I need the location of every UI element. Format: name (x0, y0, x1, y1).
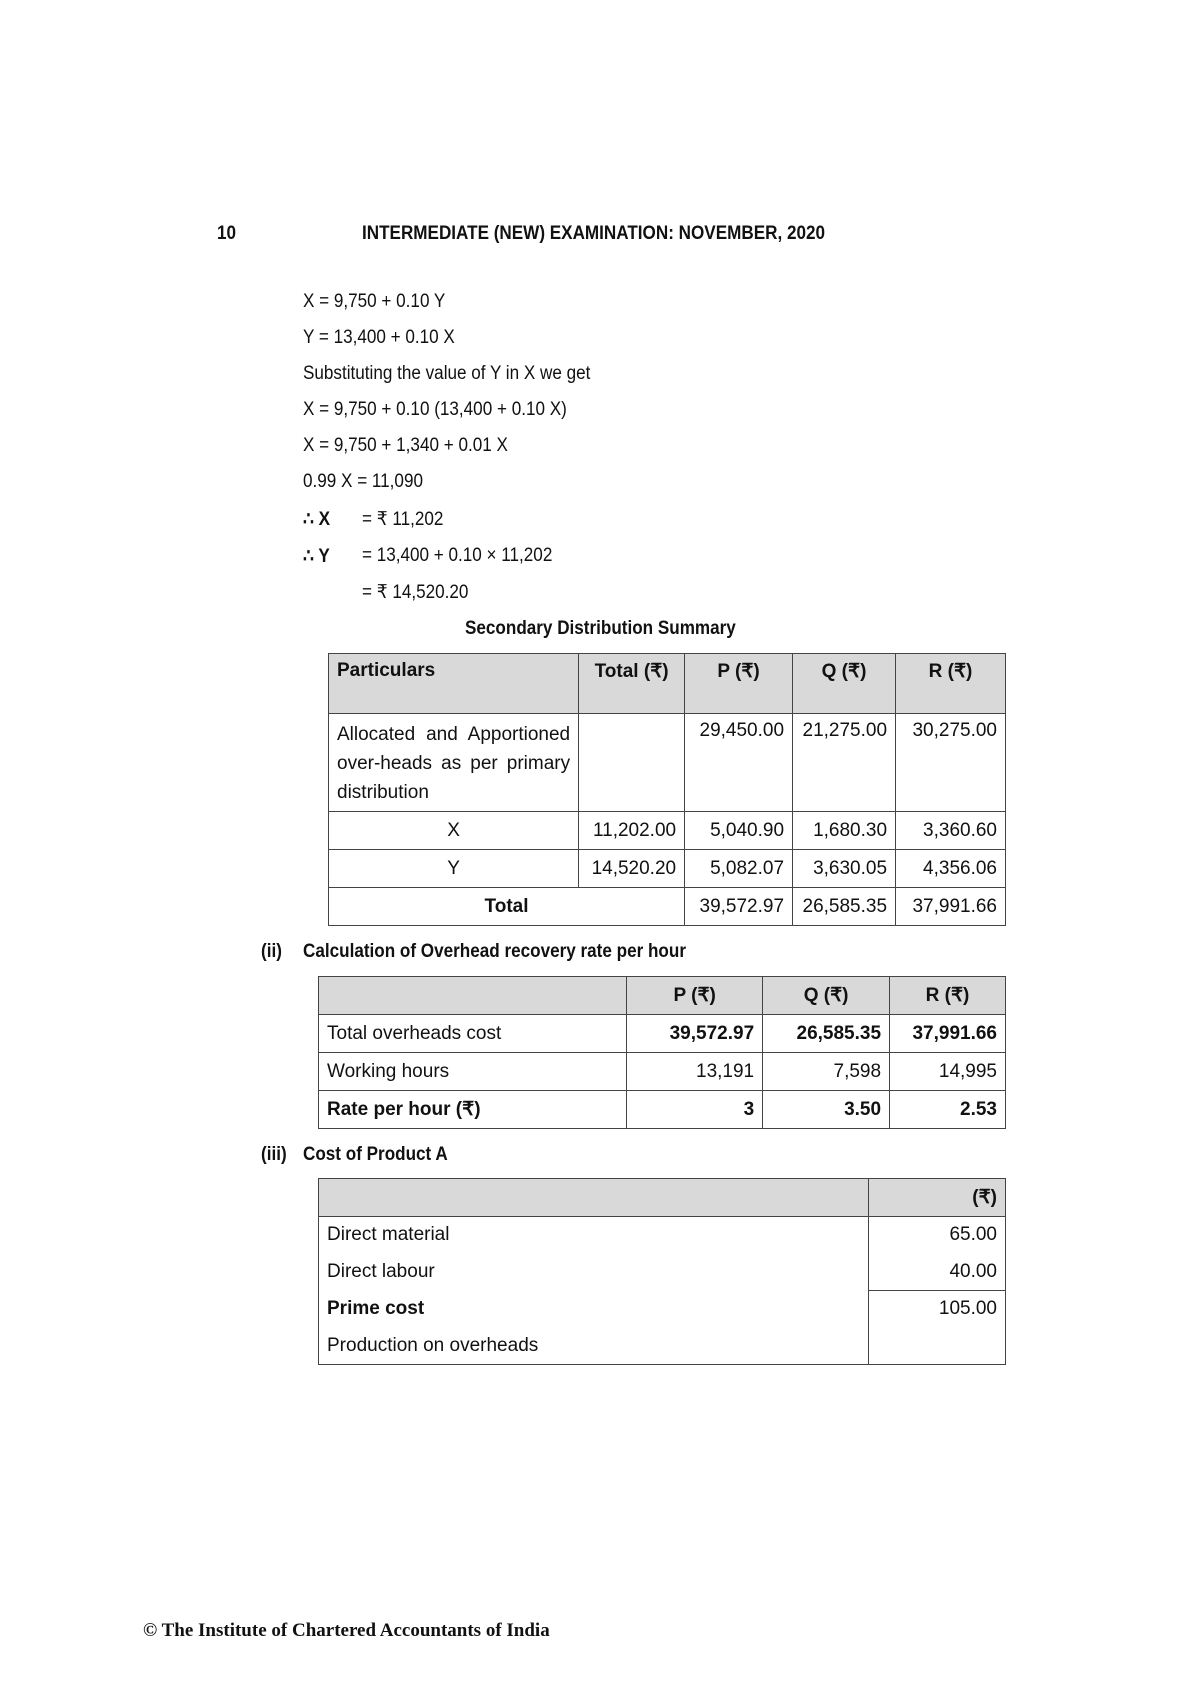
table-row (329, 812, 1006, 850)
cell-q: 26,585.35 (793, 888, 896, 926)
cell-label: Total overheads cost (319, 1015, 627, 1053)
equation-line: X = 9,750 + 0.10 Y (303, 291, 446, 312)
equation-line: X = 9,750 + 0.10 (13,400 + 0.10 X) (303, 399, 567, 420)
cell-r: 3,360.60 (896, 812, 1006, 850)
cell-r: 37,991.66 (896, 888, 1006, 926)
cell-p: 39,572.97 (685, 888, 793, 926)
page-header-title: INTERMEDIATE (NEW) EXAMINATION: NOVEMBER, 2020 (362, 223, 826, 244)
cell-p: 5,040.90 (685, 812, 793, 850)
table-row (319, 1217, 1006, 1254)
cell-particulars: Y (329, 850, 579, 888)
col-header-p: P (₹) (627, 977, 763, 1015)
product-cost-table (318, 1178, 1006, 1365)
page-footer: © The Institute of Chartered Accountants of India (143, 1620, 550, 1641)
cell-r: 30,275.00 (896, 714, 1006, 812)
col-header-currency: (₹) (869, 1179, 1006, 1217)
col-header-total: Total (₹) (579, 654, 685, 714)
cell-q: 3,630.05 (793, 850, 896, 888)
secondary-table-title: Secondary Distribution Summary (465, 618, 736, 639)
cell-q: 7,598 (763, 1053, 890, 1091)
equation-line: Substituting the value of Y in X we get (303, 363, 591, 384)
cell-r: 37,991.66 (890, 1015, 1006, 1053)
cell-value: 65.00 (869, 1217, 1006, 1254)
section-ii-label: (ii) (261, 941, 282, 962)
cell-p: 5,082.07 (685, 850, 793, 888)
cell-q: 3.50 (763, 1091, 890, 1129)
table-header-row (319, 977, 1006, 1015)
cell-total-label: Total (329, 888, 685, 926)
cell-total (579, 714, 685, 812)
cell-label: Direct material (319, 1217, 869, 1254)
table-row (329, 850, 1006, 888)
cell-r: 2.53 (890, 1091, 1006, 1129)
cell-q: 21,275.00 (793, 714, 896, 812)
section-ii-title: Calculation of Overhead recovery rate per hour (303, 941, 686, 962)
table-header-row (329, 654, 1006, 714)
cell-r: 14,995 (890, 1053, 1006, 1091)
cell-p: 3 (627, 1091, 763, 1129)
cell-q: 26,585.35 (763, 1015, 890, 1053)
table-row (319, 1015, 1006, 1053)
cell-total: 14,520.20 (579, 850, 685, 888)
cell-particulars: Allocated and Apportioned over-heads as per primary distribution (329, 714, 579, 812)
table-row (319, 1254, 1006, 1291)
y-final: = ₹ 14,520.20 (362, 582, 469, 603)
cell-value: 105.00 (869, 1291, 1006, 1328)
cell-q: 1,680.30 (793, 812, 896, 850)
col-header-r: R (₹) (896, 654, 1006, 714)
col-header-q: Q (₹) (763, 977, 890, 1015)
section-iii-title: Cost of Product A (303, 1144, 448, 1165)
section-iii-label: (iii) (261, 1144, 287, 1165)
cell-value (869, 1328, 1006, 1365)
table-row (319, 1328, 1006, 1365)
therefore-x: ∴ X (303, 509, 331, 530)
col-header-particulars: Particulars (329, 654, 579, 714)
equation-line: Y = 13,400 + 0.10 X (303, 327, 455, 348)
table-row (319, 1291, 1006, 1328)
cell-label: Rate per hour (₹) (319, 1091, 627, 1129)
col-header-p: P (₹) (685, 654, 793, 714)
cell-label: Production on overheads (319, 1328, 869, 1365)
col-header-r: R (₹) (890, 977, 1006, 1015)
table-total-row (329, 888, 1006, 926)
table-row (319, 1053, 1006, 1091)
secondary-distribution-table (328, 653, 1006, 926)
cell-label: Prime cost (319, 1291, 869, 1328)
col-header-q: Q (₹) (793, 654, 896, 714)
cell-particulars: X (329, 812, 579, 850)
overhead-rate-table (318, 976, 1006, 1129)
cell-p: 29,450.00 (685, 714, 793, 812)
cell-r: 4,356.06 (896, 850, 1006, 888)
cell-total: 11,202.00 (579, 812, 685, 850)
equation-line: 0.99 X = 11,090 (303, 471, 423, 492)
cell-label: Direct labour (319, 1254, 869, 1291)
x-value: = ₹ 11,202 (362, 509, 444, 530)
page-number: 10 (217, 223, 237, 244)
cell-label: Working hours (319, 1053, 627, 1091)
table-row (319, 1091, 1006, 1129)
cell-value: 40.00 (869, 1254, 1006, 1291)
therefore-y: ∴ Y (303, 546, 330, 567)
equation-line: X = 9,750 + 1,340 + 0.01 X (303, 435, 508, 456)
table-header-row (319, 1179, 1006, 1217)
table-row (329, 714, 1006, 812)
cell-p: 39,572.97 (627, 1015, 763, 1053)
col-header-blank (319, 977, 627, 1015)
col-header-blank (319, 1179, 869, 1217)
y-value: = 13,400 + 0.10 × 11,202 (362, 545, 553, 566)
cell-p: 13,191 (627, 1053, 763, 1091)
